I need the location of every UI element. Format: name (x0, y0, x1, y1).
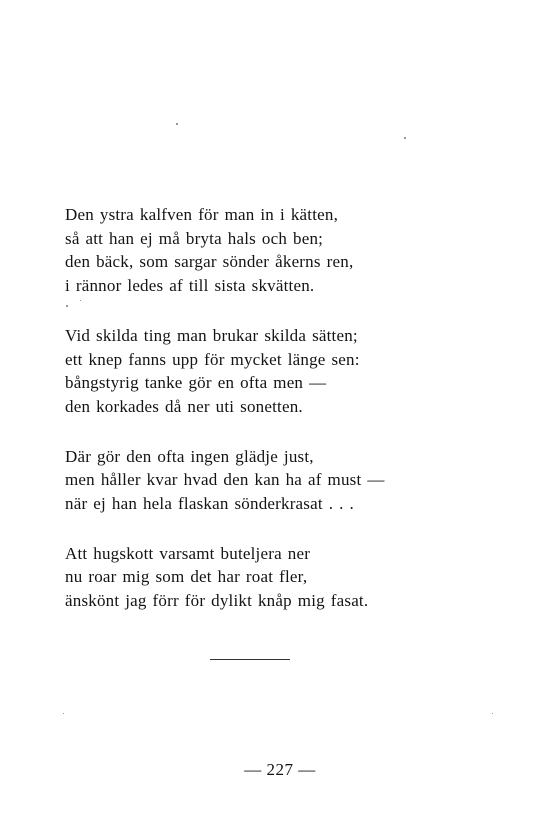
poem-line: bångstyrig tanke gör en ofta men — (65, 373, 327, 393)
divider-rule (210, 659, 290, 660)
stanza-3 (65, 445, 505, 516)
print-speck (63, 713, 64, 714)
poem-line: så att han ej må bryta hals och ben; (65, 228, 324, 248)
poem-line: Vid skilda ting man brukar skilda sätten; (65, 325, 358, 345)
stanza-1 (65, 203, 505, 298)
print-speck (80, 300, 81, 301)
print-speck (176, 123, 178, 125)
stanza-4 (65, 542, 505, 613)
poem-line: Att hugskott varsamt buteljera ner (65, 543, 311, 563)
poem-line: Den ystra kalfven för man in i kätten, (65, 205, 339, 224)
print-speck (66, 305, 68, 307)
poem-line: Där gör den ofta ingen glädje just, (65, 446, 314, 466)
poem-line: den bäck, som sargar sönder åkerns ren, (65, 252, 354, 272)
print-speck (404, 137, 406, 139)
page-number: — 227 — (244, 760, 316, 779)
poem-line: nu roar mig som det har roat fler, (65, 567, 308, 587)
poem-line: när ej han hela flaskan sönderkrasat . . . (65, 494, 354, 514)
poem-line: men håller kvar hvad den kan ha af must — (65, 470, 385, 490)
print-speck (492, 713, 493, 714)
poem-line: ett knep fanns upp för mycket länge sen: (65, 349, 360, 369)
poem-line: änskönt jag förr för dylikt knåp mig fasat. (65, 591, 369, 611)
poem-line: den korkades då ner uti sonetten. (65, 396, 303, 416)
poem-line: i rännor ledes af till sista skvätten. (65, 276, 315, 296)
poem (65, 203, 505, 613)
stanza-2 (65, 324, 505, 419)
